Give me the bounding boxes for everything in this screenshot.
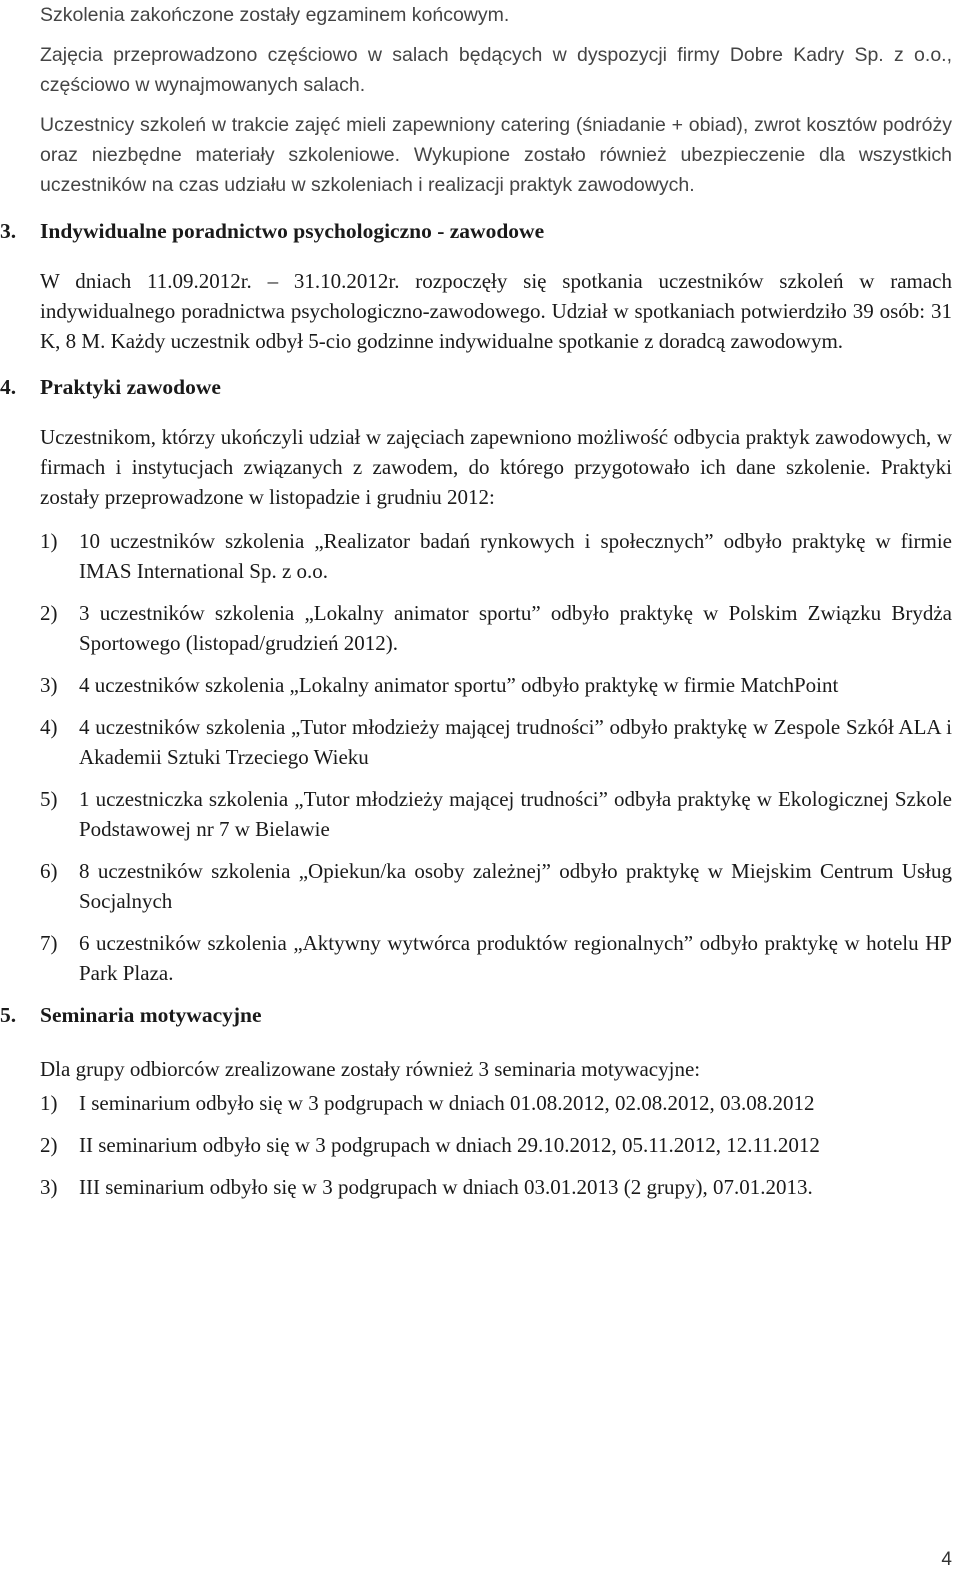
section-4-title: Praktyki zawodowe [40,375,221,399]
section-3-number: 3. [0,219,17,243]
intro-paragraph-2: Zajęcia przeprowadzono częściowo w salach będących w dyspozycji firmy Dobre Kadry Sp. z o.o., częściowo w wynajmowanych salach. [40,44,952,96]
list-item: 4) 4 uczestników szkolenia „Tutor młodzieży mającej trudności” odbyło praktykę w Zespole Szkół ALA i Akademii Sztuki Trzeciego Wieku [40,715,952,769]
list-item: 5) 1 uczestniczka szkolenia „Tutor młodzieży mającej trudności” odbyła praktykę w Ekologicznej Szkole Podstawowej nr 7 w Bielawie [40,787,952,841]
intro-paragraph-1: Szkolenia zakończone zostały egzaminem końcowym. [40,4,510,26]
seminar-list [0,1088,952,1202]
intro-paragraph-3: Uczestnicy szkoleń w trakcie zajęć mieli zapewniony catering (śniadanie + obiad), zwrot kosztów podróży oraz niezbędne materiały szkoleniowe. Wykupione zostało również ubezpieczenie dla wszystkich uczestników na czas udziału w szkoleniach i realizacji praktyk zawodowych. [40,114,952,196]
list-item: 3) 4 uczestników szkolenia „Lokalny animator sportu” odbyło praktykę w firmie MatchPoint [40,673,839,697]
section-4-body: Uczestnikom, którzy ukończyli udział w zajęciach zapewniono możliwość odbycia praktyk zawodowych, w firmach i instytucjach związanych z zawodem, do którego przygotowało ich dane szkolenie. Praktyki zostały przeprowadzone w listopadzie i grudniu 2012: [40,425,952,509]
list-item: 1) 10 uczestników szkolenia „Realizator badań rynkowych i społecznych” odbyło praktykę w firmie IMAS International Sp. z o.o. [40,529,952,583]
section-3-heading [0,216,952,246]
section-5-body: Dla grupy odbiorców zrealizowane zostały również 3 seminaria motywacyjne: [40,1057,701,1081]
list-item: 3) III seminarium odbyło się w 3 podgrupach w dniach 03.01.2013 (2 grupy), 07.01.2013. [40,1175,813,1199]
section-5-title: Seminaria motywacyjne [40,1003,262,1027]
section-3-body: W dniach 11.09.2012r. – 31.10.2012r. rozpoczęły się spotkania uczestników szkoleń w ramach indywidualnego poradnictwa psychologiczno-zawodowego. Udział w spotkaniach potwierdziło 39 osób: 31 K, 8 M. Każdy uczestnik odbył 5-cio godzinne indywidualne spotkanie z doradcą zawodowym. [40,269,952,353]
list-item: 2) 3 uczestników szkolenia „Lokalny animator sportu” odbyło praktykę w Polskim Związku Brydża Sportowego (listopad/grudzień 2012). [40,601,952,655]
section-5-number: 5. [0,1003,17,1027]
section-5-heading [0,1000,952,1030]
list-item: 7) 6 uczestników szkolenia „Aktywny wytwórca produktów regionalnych” odbyło praktykę w hotelu HP Park Plaza. [40,931,952,985]
internship-list [0,526,952,988]
list-item: 6) 8 uczestników szkolenia „Opiekun/ka osoby zależnej” odbyło praktykę w Miejskim Centrum Usług Socjalnych [40,859,952,913]
page-number: 4 [941,1549,952,1570]
list-item: 2) II seminarium odbyło się w 3 podgrupach w dniach 29.10.2012, 05.11.2012, 12.11.2012 [40,1133,820,1157]
section-3-title: Indywidualne poradnictwo psychologiczno - zawodowe [40,219,545,243]
section-4-number: 4. [0,375,17,399]
list-item: 1) I seminarium odbyło się w 3 podgrupach w dniach 01.08.2012, 02.08.2012, 03.08.2012 [40,1091,815,1115]
section-4-heading [0,372,952,402]
